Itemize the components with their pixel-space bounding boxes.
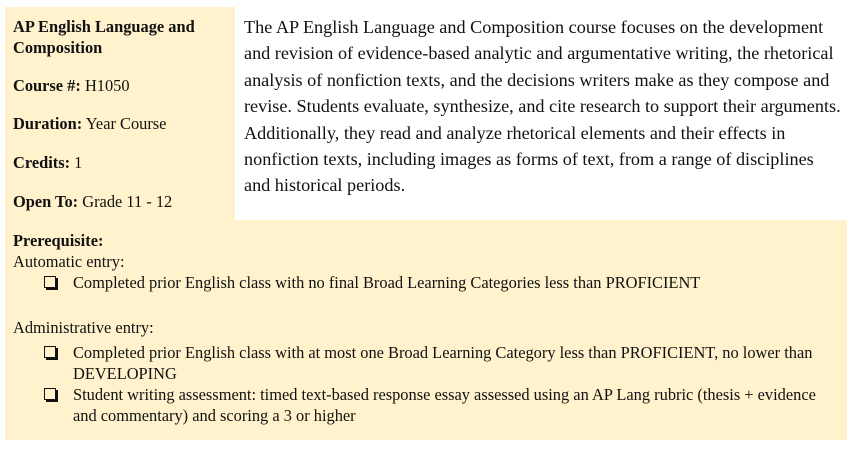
checkbox-bullet-icon (44, 384, 66, 405)
duration-value: Year Course (85, 114, 167, 133)
course-number (13, 76, 130, 96)
administrative-entry-item (44, 342, 839, 384)
credits-label: Credits: (13, 153, 71, 172)
course-open-to (13, 192, 172, 212)
administrative-entry-item-text: Student writing assessment: timed text-based response essay assessed using an AP Lang rubric (thesis + evidence and commentary) and scoring a 3 or higher (73, 385, 816, 425)
administrative-entry-label: Administrative entry: (13, 318, 154, 337)
course-description: The AP English Language and Composition course focuses on the development and revision of evidence-based analytic and argumentative writing, the rhetorical analysis of nonfiction texts, and the decisions writers make as they compose and revise. Students evaluate, synthesize, and cite research to support their arguments. Additionally, they read and analyze rhetorical elements and their effects in nonfiction texts, including images as forms of text, from a range of disciplines and historical periods. (244, 17, 841, 196)
course-title: AP English Language and Composition (13, 17, 195, 57)
checkbox-bullet-icon (44, 272, 66, 293)
automatic-entry-item (44, 272, 839, 293)
open-to-value: Grade 11 - 12 (82, 192, 173, 211)
duration-label: Duration: (13, 114, 83, 133)
course-credits (13, 153, 82, 173)
automatic-entry-item-text: Completed prior English class with no final Broad Learning Categories less than PROFICIENT (73, 273, 701, 292)
prerequisite-title: Prerequisite: (13, 231, 104, 250)
course-number-value: H1050 (84, 76, 130, 95)
checkbox-bullet-icon (44, 342, 66, 363)
credits-value: 1 (74, 153, 83, 172)
course-duration (13, 114, 166, 134)
administrative-entry-item (44, 384, 839, 426)
automatic-entry-label: Automatic entry: (13, 252, 125, 271)
open-to-label: Open To: (13, 192, 79, 211)
administrative-entry-item-text: Completed prior English class with at most one Broad Learning Category less than PROFICIENT, no lower than DEVELOPING (73, 343, 813, 383)
course-number-label: Course #: (13, 76, 81, 95)
